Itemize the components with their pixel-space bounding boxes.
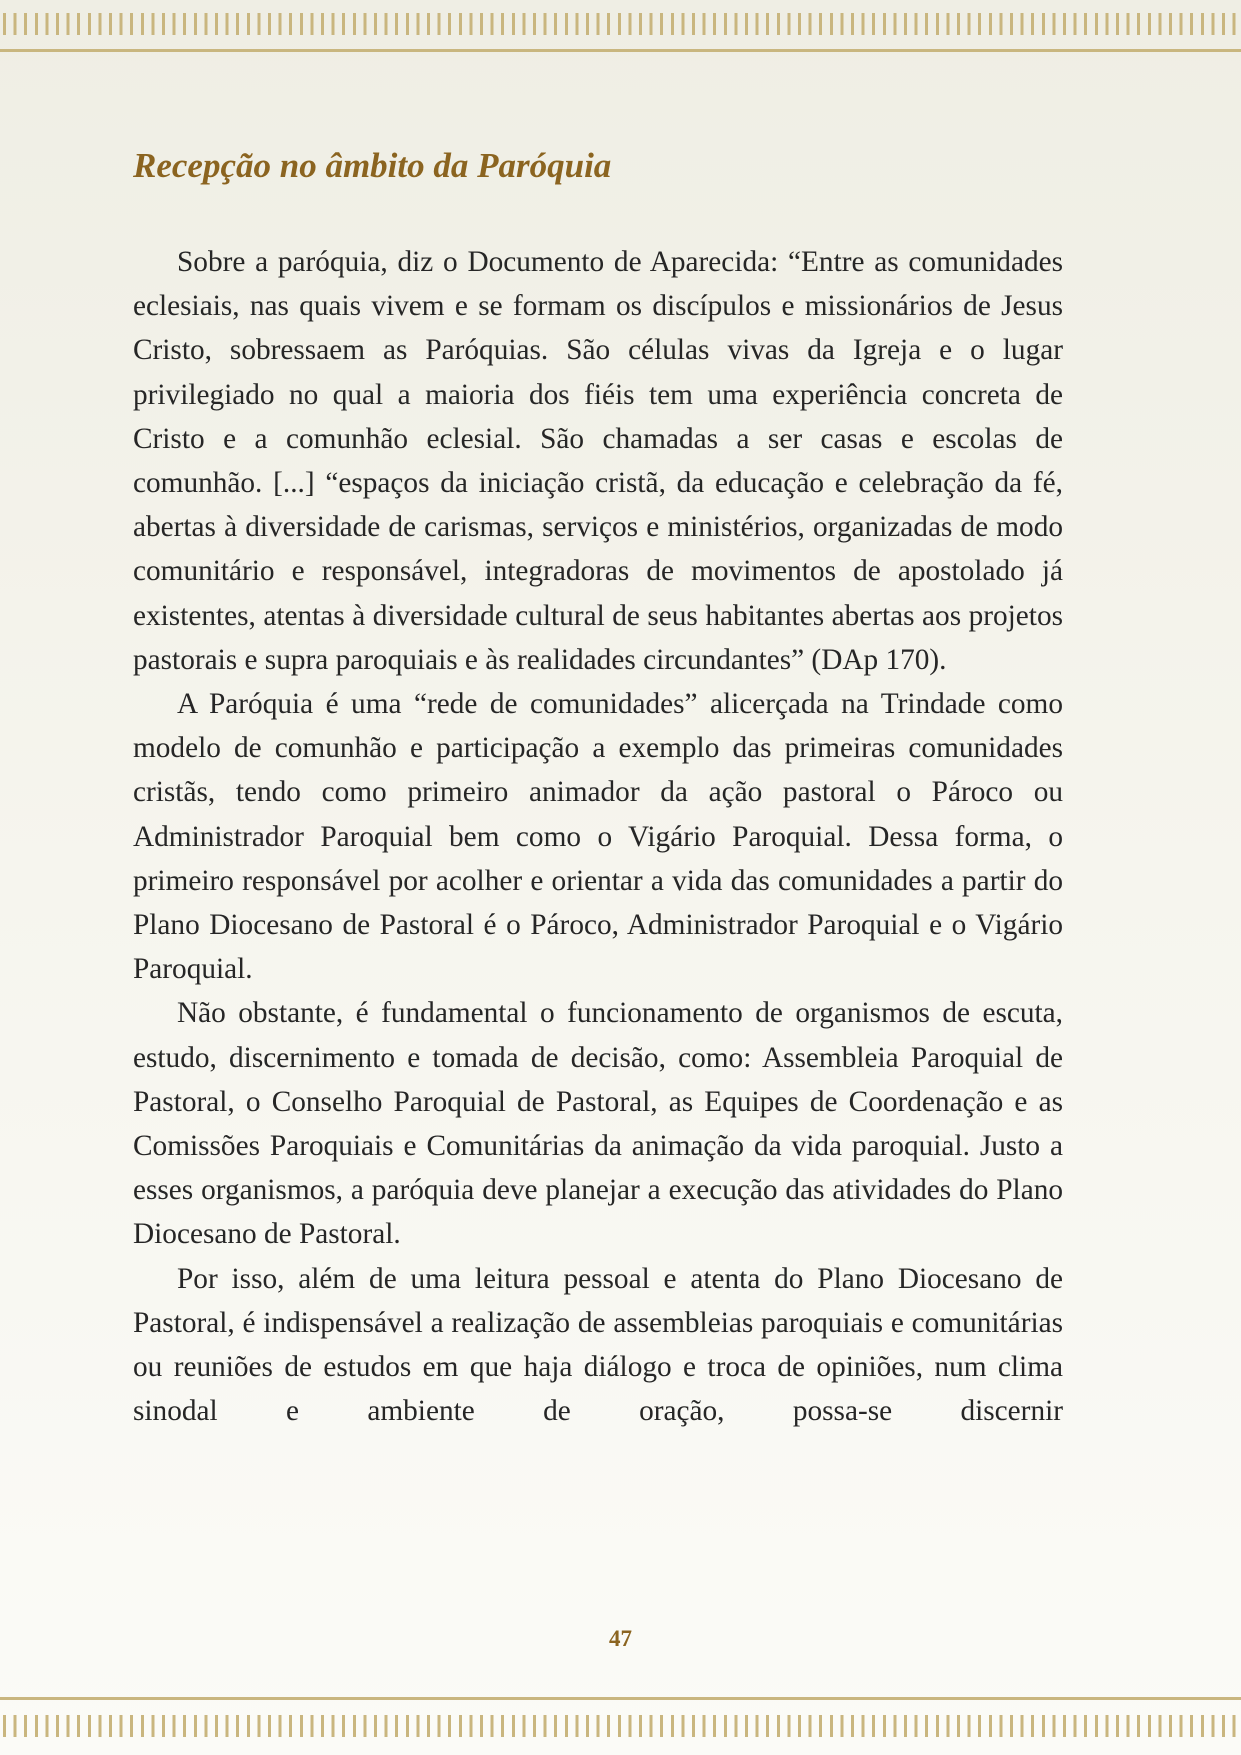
paragraph: Por isso, além de uma leitura pessoal e atenta do Plano Diocesano de Pastoral, é indispensável a realização de assembleias paroquiais e comunitárias ou reuniões de estudos em que haja diálogo e troca de opiniões, num clima sinodal e ambiente de oração, possa-se discernir	[133, 1262, 1063, 1428]
top-border-pattern	[3, 13, 1241, 35]
page-number: 47	[609, 1626, 632, 1651]
paragraph: Não obstante, é fundamental o funcionamento de organismos de escuta, estudo, discernimento e tomada de decisão, como: Assembleia Paroquial de Pastoral, o Conselho Paroquial de Pastoral, as Equipes de Coordenação e as Comissões Paroquiais e Comunitárias da animação da vida paroquial. Justo a esses organismos, a paróquia deve planejar a execução das atividades do Plano Diocesano de Pastoral.	[133, 997, 1063, 1251]
bottom-rule	[0, 1697, 1241, 1700]
paragraph: A Paróquia é uma “rede de comunidades” alicerçada na Trindade como modelo de comunhão e participação a exemplo das primeiras comunidades cristãs, tendo como primeiro animador da ação pastoral o Pároco ou Administrador Paroquial bem como o Vigário Paroquial. Dessa forma, o primeiro responsável por acolher e orientar a vida das comunidades a partir do Plano Diocesano de Pastoral é o Pároco, Administrador Paroquial e o Vigário Paroquial.	[133, 688, 1063, 986]
bottom-border-pattern	[3, 1715, 1241, 1737]
body-text	[133, 240, 1063, 1433]
paragraph: Sobre a paróquia, diz o Documento de Aparecida: “Entre as comunidades eclesiais, nas quais vivem e se formam os discípulos e missionários de Jesus Cristo, sobressaem as Paróquias. São células vivas da Igreja e o lugar privilegiado no qual a maioria dos fiéis tem uma experiência concreta de Cristo e a comunhão eclesial. São chamadas a ser casas e escolas de comunhão. [...] “espaços da iniciação cristã, da educação e celebração da fé, abertas à diversidade de carismas, serviços e ministérios, organizadas de modo comunitário e responsável, integradoras de movimentos de apostolado já existentes, atentas à diversidade cultural de seus habitantes abertas aos projetos pastorais e supra paroquiais e às realidades circundantes” (DAp 170).	[133, 246, 1063, 676]
top-rule	[0, 49, 1241, 52]
section-heading: Recepção no âmbito da Paróquia	[133, 146, 612, 185]
